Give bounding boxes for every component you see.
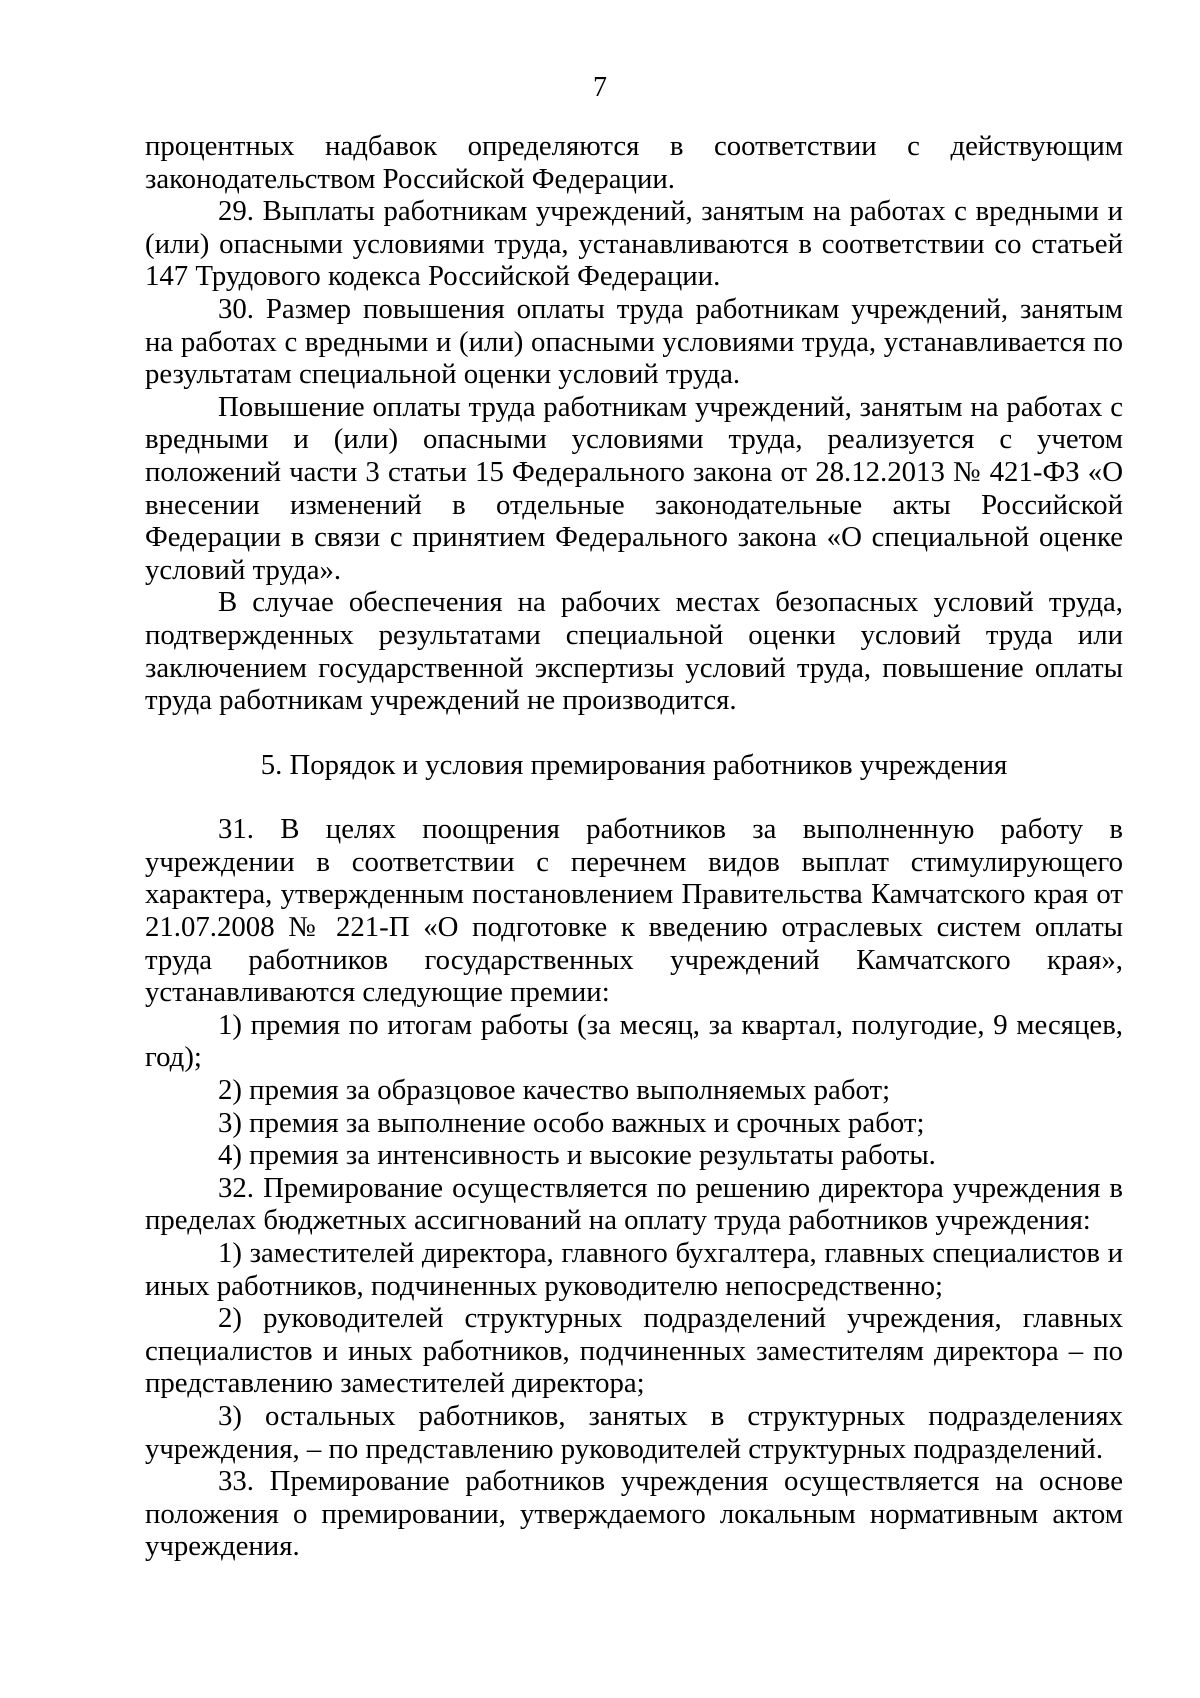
document-body	[145, 130, 1123, 1563]
paragraph: 3) остальных работников, занятых в структурных подразделениях учреждения, – по представлению руководителей структурных подразделений.	[145, 1399, 1123, 1465]
paragraph: 1) премия по итогам работы (за месяц, за квартал, полугодие, 9 месяцев, год);	[145, 1008, 1123, 1074]
paragraph: процентных надбавок определяются в соответствии с действующим законодательством Российской Федерации.	[145, 130, 1123, 195]
paragraph: В случае обеспечения на рабочих местах безопасных условий труда, подтвержденных результатами специальной оценки условий труда или заключением государственной экспертизы условий труда, повышение оплаты труда работникам учреждений не производится.	[145, 586, 1123, 717]
paragraph: 1) заместителей директора, главного бухгалтера, главных специалистов и иных работников, подчиненных руководителю непосредственно;	[145, 1237, 1123, 1302]
paragraph: Повышение оплаты труда работникам учреждений, занятым на работах с вредными и (или) опасными условиями труда, реализуется с учетом положений части 3 статьи 15 Федерального закона от 28.12.2013 № 421-ФЗ «О внесении изменений в отдельные законодательные акты Российской Федерации в связи с принятием Федерального закона «О специальной оценке условий труда».	[145, 390, 1123, 586]
paragraph: 30. Размер повышения оплаты труда работникам учреждений, занятым на работах с вредными и (или) опасными условиями труда, устанавливается по результатам специальной оценки условий труда.	[145, 292, 1123, 391]
paragraph: 2) руководителей структурных подразделений учреждения, главных специалистов и иных работников, подчиненных заместителям директора – по представлению заместителей директора;	[145, 1302, 1123, 1400]
paragraph: 2) премия за образцовое качество выполняемых работ;	[218, 1074, 891, 1107]
paragraph: 32. Премирование осуществляется по решению директора учреждения в пределах бюджетных ассигнований на оплату труда работников учреждения:	[145, 1171, 1123, 1237]
section-heading: 5. Порядок и условия премирования работников учреждения	[260, 748, 1008, 781]
paragraph: 31. В целях поощрения работников за выполненную работу в учреждении в соответствии с перечнем видов выплат стимулирующего характера, утвержденным постановлением Правительства Камчатского края от 21.07.2008 № 221-П «О подготовке к введению отраслевых систем оплаты труда работников государственных учреждений Камчатского края», устанавливаются следующие премии:	[145, 813, 1123, 1009]
page-number: 7	[593, 72, 607, 103]
paragraph: 33. Премирование работников учреждения осуществляется на основе положения о премировании, утверждаемого локальным нормативным актом учреждения.	[145, 1465, 1123, 1563]
paragraph: 3) премия за выполнение особо важных и срочных работ;	[218, 1106, 925, 1139]
paragraphs-after-heading	[145, 813, 1123, 1563]
paragraphs-before-heading	[145, 130, 1123, 717]
paragraph: 4) премия за интенсивность и высокие результаты работы.	[218, 1139, 936, 1172]
paragraph: 29. Выплаты работникам учреждений, занятым на работах с вредными и (или) опасными условиями труда, устанавливаются в соответствии со статьей 147 Трудового кодекса Российской Федерации.	[145, 195, 1123, 293]
